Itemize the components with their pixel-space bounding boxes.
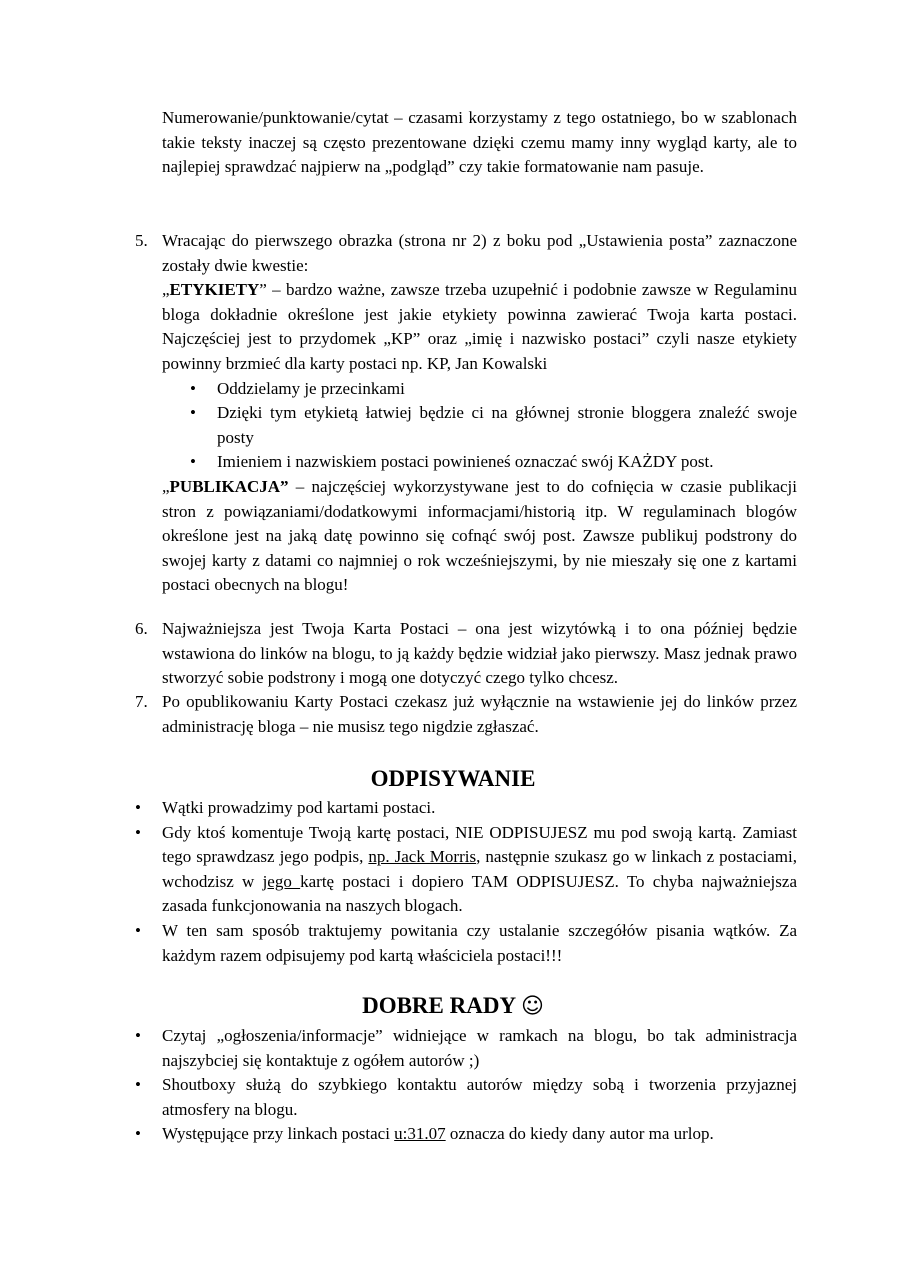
- bullet-icon: •: [135, 1124, 141, 1144]
- odpisywanie-heading: ODPISYWANIE: [370, 766, 536, 791]
- etykiety-text: ” – bardzo ważne, zawsze trzeba uzupełnić i podobnie zawsze w Regulaminu bloga dokładnie określone jest jakie etykiety powinna zawierać Twoja karta postaci. Najczęściej jest to przydomek „KP” oraz „imię i nazwisko postaci” czyli nasze etykiety powinny brzmieć dla karty postaci np. KP, Jan Kowalski: [162, 280, 797, 373]
- list-item: [190, 401, 797, 450]
- list-number: 7.: [135, 692, 148, 711]
- bullet-text: W ten sam sposób traktujemy powitania czy ustalanie szczegółów pisania wątków. Za każdym razem odpisujemy pod kartą właściciela postaci!!!: [162, 920, 797, 965]
- bullet-text: Oddzielamy je przecinkami: [217, 378, 405, 398]
- bullet-icon: •: [190, 378, 196, 398]
- bullet-icon: •: [135, 1026, 141, 1045]
- list-item: [135, 821, 797, 919]
- list-item: [135, 1024, 797, 1073]
- bullet-text: Imieniem i nazwiskiem postaci powinieneś oznaczać swój KAŻDY post.: [217, 452, 714, 472]
- bullet-icon: •: [135, 1075, 141, 1095]
- list-item: [135, 1122, 797, 1147]
- vacation-date-underlined: u:31.07: [394, 1124, 446, 1144]
- etykiety-label: ETYKIETY: [169, 280, 260, 300]
- intro-block: [0, 106, 906, 180]
- his-card-underlined: jego: [262, 871, 301, 891]
- intro-paragraph: Numerowanie/punktowanie/cytat – czasami korzystamy z tego ostatniego, bo w szablonach takie teksty inaczej są często prezentowane dzięki czemu mamy inny wygląd karty, ale to najlepiej sprawdzać najpierw na „podgląd” czy takie formatowanie nam pasuje.: [162, 108, 797, 177]
- bullet-icon: •: [135, 920, 141, 940]
- list-item-5: [135, 229, 797, 598]
- item7-text: Po opublikowaniu Karty Postaci czekasz już wyłącznie na wstawienie jej do linków przez administrację bloga – nie musisz tego nigdzie zgłaszać.: [162, 692, 797, 736]
- bullet-text: Gdy ktoś komentuje Twoją kartę postaci, NIE ODPISUJESZ mu pod swoją kartą. Zamiast tego sprawdzasz jego podpis,: [162, 822, 797, 867]
- bullet-text: , następnie szukasz go w linkach z postaciami, wchodzisz w: [162, 847, 798, 891]
- bullet-text: Shoutboxy służą do szybkiego kontaktu autorów między sobą i tworzenia przyjaznej atmosfery na blogu.: [162, 1075, 797, 1119]
- bullet-text: Wątki prowadzimy pod kartami postaci.: [162, 798, 436, 817]
- etykiety-bullets: [190, 377, 797, 475]
- bullet-icon: •: [135, 798, 141, 817]
- etykiety-open-quote: „: [162, 280, 170, 300]
- dobre-rady-title: DOBRE RADY: [362, 993, 516, 1018]
- dobre-rady-heading: [0, 992, 906, 1021]
- bullet-text: kartę postaci i dopiero TAM ODPISUJESZ. To chyba najważniejsza zasada funkcjonowania na naszych blogach.: [162, 871, 797, 916]
- dobre-rady-list: [135, 1024, 797, 1147]
- signature-example-link: np. Jack Morris: [368, 847, 477, 867]
- bullet-text: Występujące przy linkach postaci: [162, 1124, 395, 1144]
- smiley-icon: ☺: [520, 994, 544, 1019]
- list-item: [190, 377, 797, 402]
- list-item: [190, 450, 797, 475]
- bullet-icon: •: [135, 822, 141, 842]
- item5-intro: Wracając do pierwszego obrazka (strona nr 2) z boku pod „Ustawienia posta” zaznaczone zostały dwie kwestie:: [162, 231, 797, 275]
- list-item: [135, 919, 797, 968]
- list-item: [135, 796, 797, 821]
- etykiety-paragraph: [162, 278, 797, 376]
- list-item-6: [135, 617, 797, 691]
- bullet-text: oznacza do kiedy dany autor ma urlop.: [445, 1124, 714, 1144]
- publikacja-label: PUBLIKACJA”: [169, 476, 289, 496]
- bullet-text: Czytaj „ogłoszenia/informacje” widniejące w ramkach na blogu, bo tak administracja najszybciej się kontaktuje z ogółem autorów ;): [162, 1026, 797, 1070]
- list-item: [135, 1073, 797, 1122]
- bullet-text: Dzięki tym etykietą łatwiej będzie ci na głównej stronie bloggera znaleźć swoje posty: [217, 403, 797, 447]
- list-number: 6.: [135, 619, 148, 638]
- bullet-icon: •: [190, 403, 196, 423]
- odpisywanie-list: [135, 796, 797, 968]
- publikacja-paragraph: [162, 475, 797, 598]
- list-number: 5.: [135, 231, 148, 250]
- publikacja-text: – najczęściej wykorzystywane jest to do cofnięcia w czasie publikacji stron z powiązaniami/dodatkowymi informacjami/historią itp. W regulaminach blogów określone jest na jaką datę powinno się cofnąć swój post. Zawsze publikuj podstrony do swojej karty z datami co najmniej o rok wcześniejszymi, by nie mieszały się one z kartami postaci obecnych na blogu!: [162, 476, 797, 595]
- publikacja-open-quote: „: [162, 476, 170, 496]
- bullet-icon: •: [190, 452, 196, 472]
- item6-text: Najważniejsza jest Twoja Karta Postaci – ona jest wizytówką i to ona później będzie wstawiona do linków na blogu, to ją każdy będzie widział jako pierwszy. Masz jednak prawo stworzyć sobie podstrony i mogą one dotyczyć czego tylko chcesz.: [162, 619, 797, 688]
- list-item-7: [135, 690, 797, 739]
